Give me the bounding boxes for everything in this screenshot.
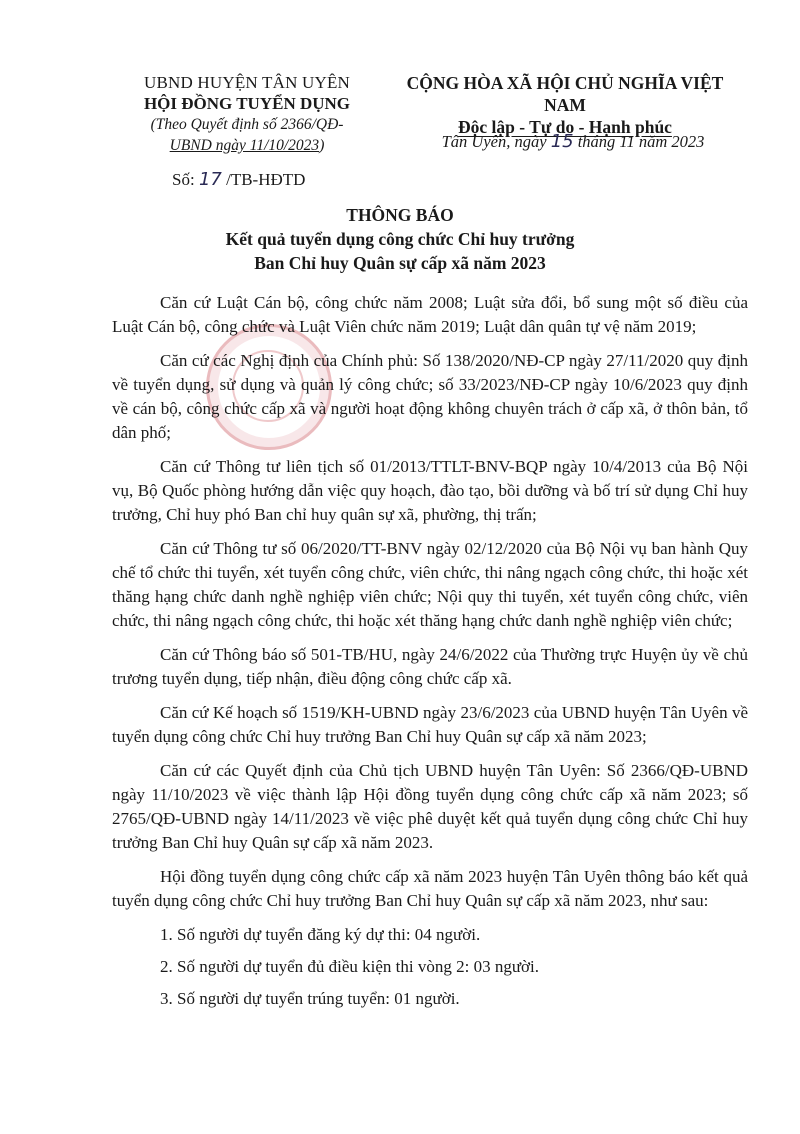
national-motto-text: Độc lập - Tự do - Hạnh phúc xyxy=(458,117,672,137)
result-item: 1. Số người dự tuyển đăng ký dự thi: 04 người. xyxy=(160,925,481,944)
establishment-basis-line1: (Theo Quyết định số 2366/QĐ- xyxy=(150,116,344,133)
document-subtitle-line2: Ban Chỉ huy Quân sự cấp xã năm 2023 xyxy=(254,253,546,273)
issuing-organization: UBND HUYỆN TÂN UYÊN xyxy=(143,73,351,92)
legal-basis-paragraph: Căn cứ Kế hoạch số 1519/KH-UBND ngày 23/6/2023 của UBND huyện Tân Uyên về tuyển dụng công chức Chỉ huy trưởng Ban Chỉ huy Quân sự cấp xã năm 2023; xyxy=(112,703,748,746)
issue-date-prefix: Tân Uyên, ngày xyxy=(441,132,551,151)
issue-date-day-handwritten: 15 xyxy=(550,131,574,152)
issue-date-suffix: tháng 11 năm 2023 xyxy=(573,132,705,151)
legal-basis-paragraph: Căn cứ Thông báo số 501-TB/HU, ngày 24/6/2022 của Thường trực Huyện ủy về chủ trương tuyển dụng, tiếp nhận, điều động công chức cấp xã. xyxy=(112,645,748,688)
announcement-intro-paragraph: Hội đồng tuyển dụng công chức cấp xã năm 2023 huyện Tân Uyên thông báo kết quả tuyển dụng công chức Chỉ huy trưởng Ban Chỉ huy Quân sự cấp xã năm 2023, như sau: xyxy=(112,867,748,910)
document-number-suffix: /TB-HĐTD xyxy=(221,170,306,189)
document-number-prefix: Số: xyxy=(172,170,199,189)
legal-basis-paragraph: Căn cứ Thông tư số 06/2020/TT-BNV ngày 02/12/2020 của Bộ Nội vụ ban hành Quy chế tổ chức thi tuyển, xét tuyển công chức, viên chức, thi nâng ngạch công chức, thi hoặc xét thăng hạng chức danh nghề nghiệp viên chức; Nội quy thi tuyển, xét tuyển công chức, viên chức, thi nâng ngạch công chức, thi hoặc xét thăng hạng chức danh nghề nghiệp viên chức; xyxy=(112,539,748,630)
issue-date xyxy=(408,131,738,152)
document-number-handwritten: 17 xyxy=(198,169,222,190)
legal-basis-paragraph: Căn cứ Luật Cán bộ, công chức năm 2008; Luật sửa đổi, bổ sung một số điều của Luật Cán bộ, công chức và Luật Viên chức năm 2019; Luật dân quân tự vệ năm 2019; xyxy=(112,293,748,336)
national-title: CỘNG HÒA XÃ HỘI CHỦ NGHĨA VIỆT NAM xyxy=(406,73,724,115)
legal-basis-paragraph: Căn cứ các Nghị định của Chính phủ: Số 138/2020/NĐ-CP ngày 27/11/2020 quy định về tuyển dụng, sử dụng và quản lý công chức; số 33/2023/NĐ-CP ngày 10/6/2023 quy định về cán bộ, công chức cấp xã và người hoạt động không chuyên trách ở cấp xã, ở thôn bản, tổ dân phố; xyxy=(112,351,748,442)
result-item: 3. Số người dự tuyển trúng tuyển: 01 người. xyxy=(160,989,460,1008)
establishment-basis-line2 xyxy=(112,135,382,156)
legal-basis-paragraph: Căn cứ Thông tư liên tịch số 01/2013/TTLT-BNV-BQP ngày 10/4/2013 của Bộ Nội vụ, Bộ Quốc phòng hướng dẫn việc quy hoạch, đào tạo, bồi dưỡng và bố trí sử dụng Chỉ huy trưởng, Chỉ huy phó Ban chỉ huy quân sự xã, phường, thị trấn; xyxy=(112,457,748,524)
establishment-basis xyxy=(112,114,382,156)
document-number xyxy=(172,169,305,190)
issuing-council: HỘI ĐỒNG TUYỂN DỤNG xyxy=(143,94,351,113)
document-heading: THÔNG BÁO xyxy=(346,205,454,225)
establishment-basis-close: ) xyxy=(319,137,325,154)
document-subtitle-line1: Kết quả tuyển dụng công chức Chỉ huy trưởng xyxy=(225,229,575,249)
document-body xyxy=(112,291,748,1019)
legal-basis-paragraph: Căn cứ các Quyết định của Chủ tịch UBND huyện Tân Uyên: Số 2366/QĐ-UBND ngày 11/10/2023 về việc thành lập Hội đồng tuyển dụng công chức cấp xã năm 2023; số 2765/QĐ-UBND ngày 14/11/2023 về việc phê duyệt kết quả tuyển dụng công chức Chỉ huy trưởng Ban Chỉ huy Quân sự cấp xã năm 2023. xyxy=(112,761,748,852)
issuing-authority-block xyxy=(112,72,382,156)
result-item: 2. Số người dự tuyển đủ điều kiện thi vòng 2: 03 người. xyxy=(160,957,539,976)
establishment-basis-decision: UBND ngày 11/10/2023 xyxy=(169,137,320,154)
national-header-block xyxy=(385,72,745,138)
document-title-block xyxy=(100,203,700,275)
